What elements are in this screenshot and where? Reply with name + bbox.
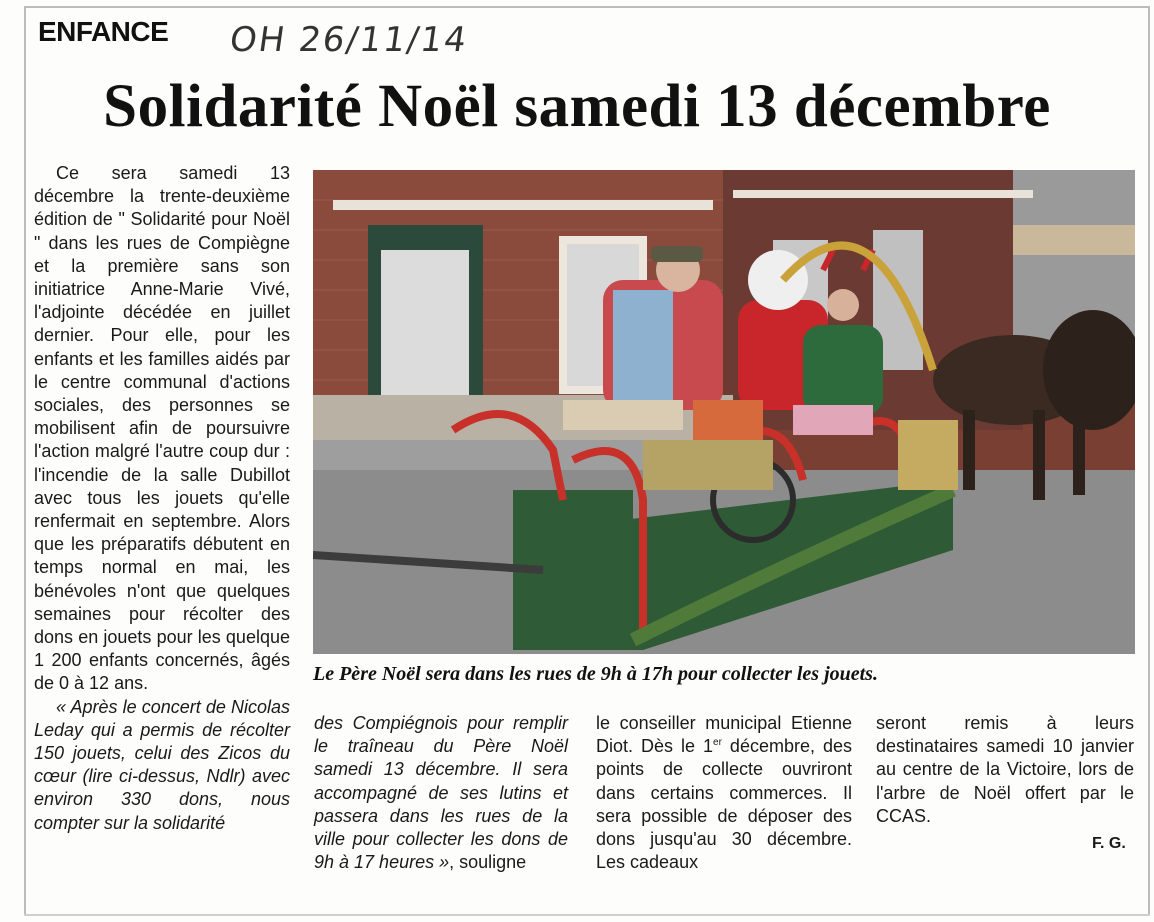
top-border xyxy=(24,6,1150,8)
left-border xyxy=(24,6,26,916)
article-paragraph-1: Ce sera samedi 13 décembre la trente-deuxième édition de " Solidarité pour Noël " dans les rues de Compiègne et la première sans son initiatrice Anne-Marie Vivé, l'adjointe décédée en juillet dernier. Pour elle, pour les enfants et les familles aidés par le centre communal d'actions sociales, des personnes se mobilisent afin de poursuivre l'action malgré l'autre coup dur : l'incendie de la salle Dubillot avec tous les jouets qu'elle renfermait en septembre. Alors que les préparatifs débutent en temps normal en mai, les bénévoles n'ont que quelques semaines pour récolter des dons en jouets pour les quelque 1 200 enfants concernés, âgés de 0 à 12 ans. xyxy=(34,163,290,694)
bottom-border xyxy=(24,914,1150,916)
handwritten-date: OH 26/11/14 xyxy=(227,20,471,60)
article-column-1 xyxy=(34,162,290,835)
article-column-4 xyxy=(876,712,1134,828)
column-3-text-start: le conseiller municipal Etienne Diot. Dès le 1 xyxy=(596,713,852,757)
headline: Solidarité Noël samedi 13 décembre xyxy=(103,73,1051,140)
article-column-3 xyxy=(596,712,852,874)
ordinal-superscript: er xyxy=(713,737,722,749)
sleigh-photo xyxy=(313,170,1135,654)
article-paragraph-2: « Après le concert de Nicolas Leday qui a permis de récolter 150 jouets, celui des Zicos du cœur (lire ci-dessus, Ndlr) avec environ 330 dons, nous compter sur la solidarité xyxy=(34,696,290,833)
sleigh-photo-illustration xyxy=(313,170,1135,654)
article-column-2 xyxy=(314,712,568,874)
photo-caption: Le Père Noël sera dans les rues de 9h à 17h pour collecter les jouets. xyxy=(313,663,878,685)
column-3-text-end: décembre, des points de collecte ouvriront dans certains commerces. Il sera possible de déposer des dons jusqu'au 30 décembre. Les cadeaux xyxy=(596,736,852,873)
quote-attribution: , souligne xyxy=(449,852,527,873)
right-border xyxy=(1148,6,1150,916)
quote-continued: des Compiégnois pour remplir le traîneau du Père Noël samedi 13 décembre. Il sera accompagné de ses lutins et passera dans les rues de la ville pour collecter les dons de 9h à 17 heures » xyxy=(314,713,568,873)
column-4-text: seront remis à leurs destinataires samedi 10 janvier au centre de la Victoire, lors de l'arbre de Noël offert par le CCAS. xyxy=(876,713,1134,826)
author-signature: F. G. xyxy=(1092,835,1126,852)
section-label: ENFANCE xyxy=(38,16,169,47)
